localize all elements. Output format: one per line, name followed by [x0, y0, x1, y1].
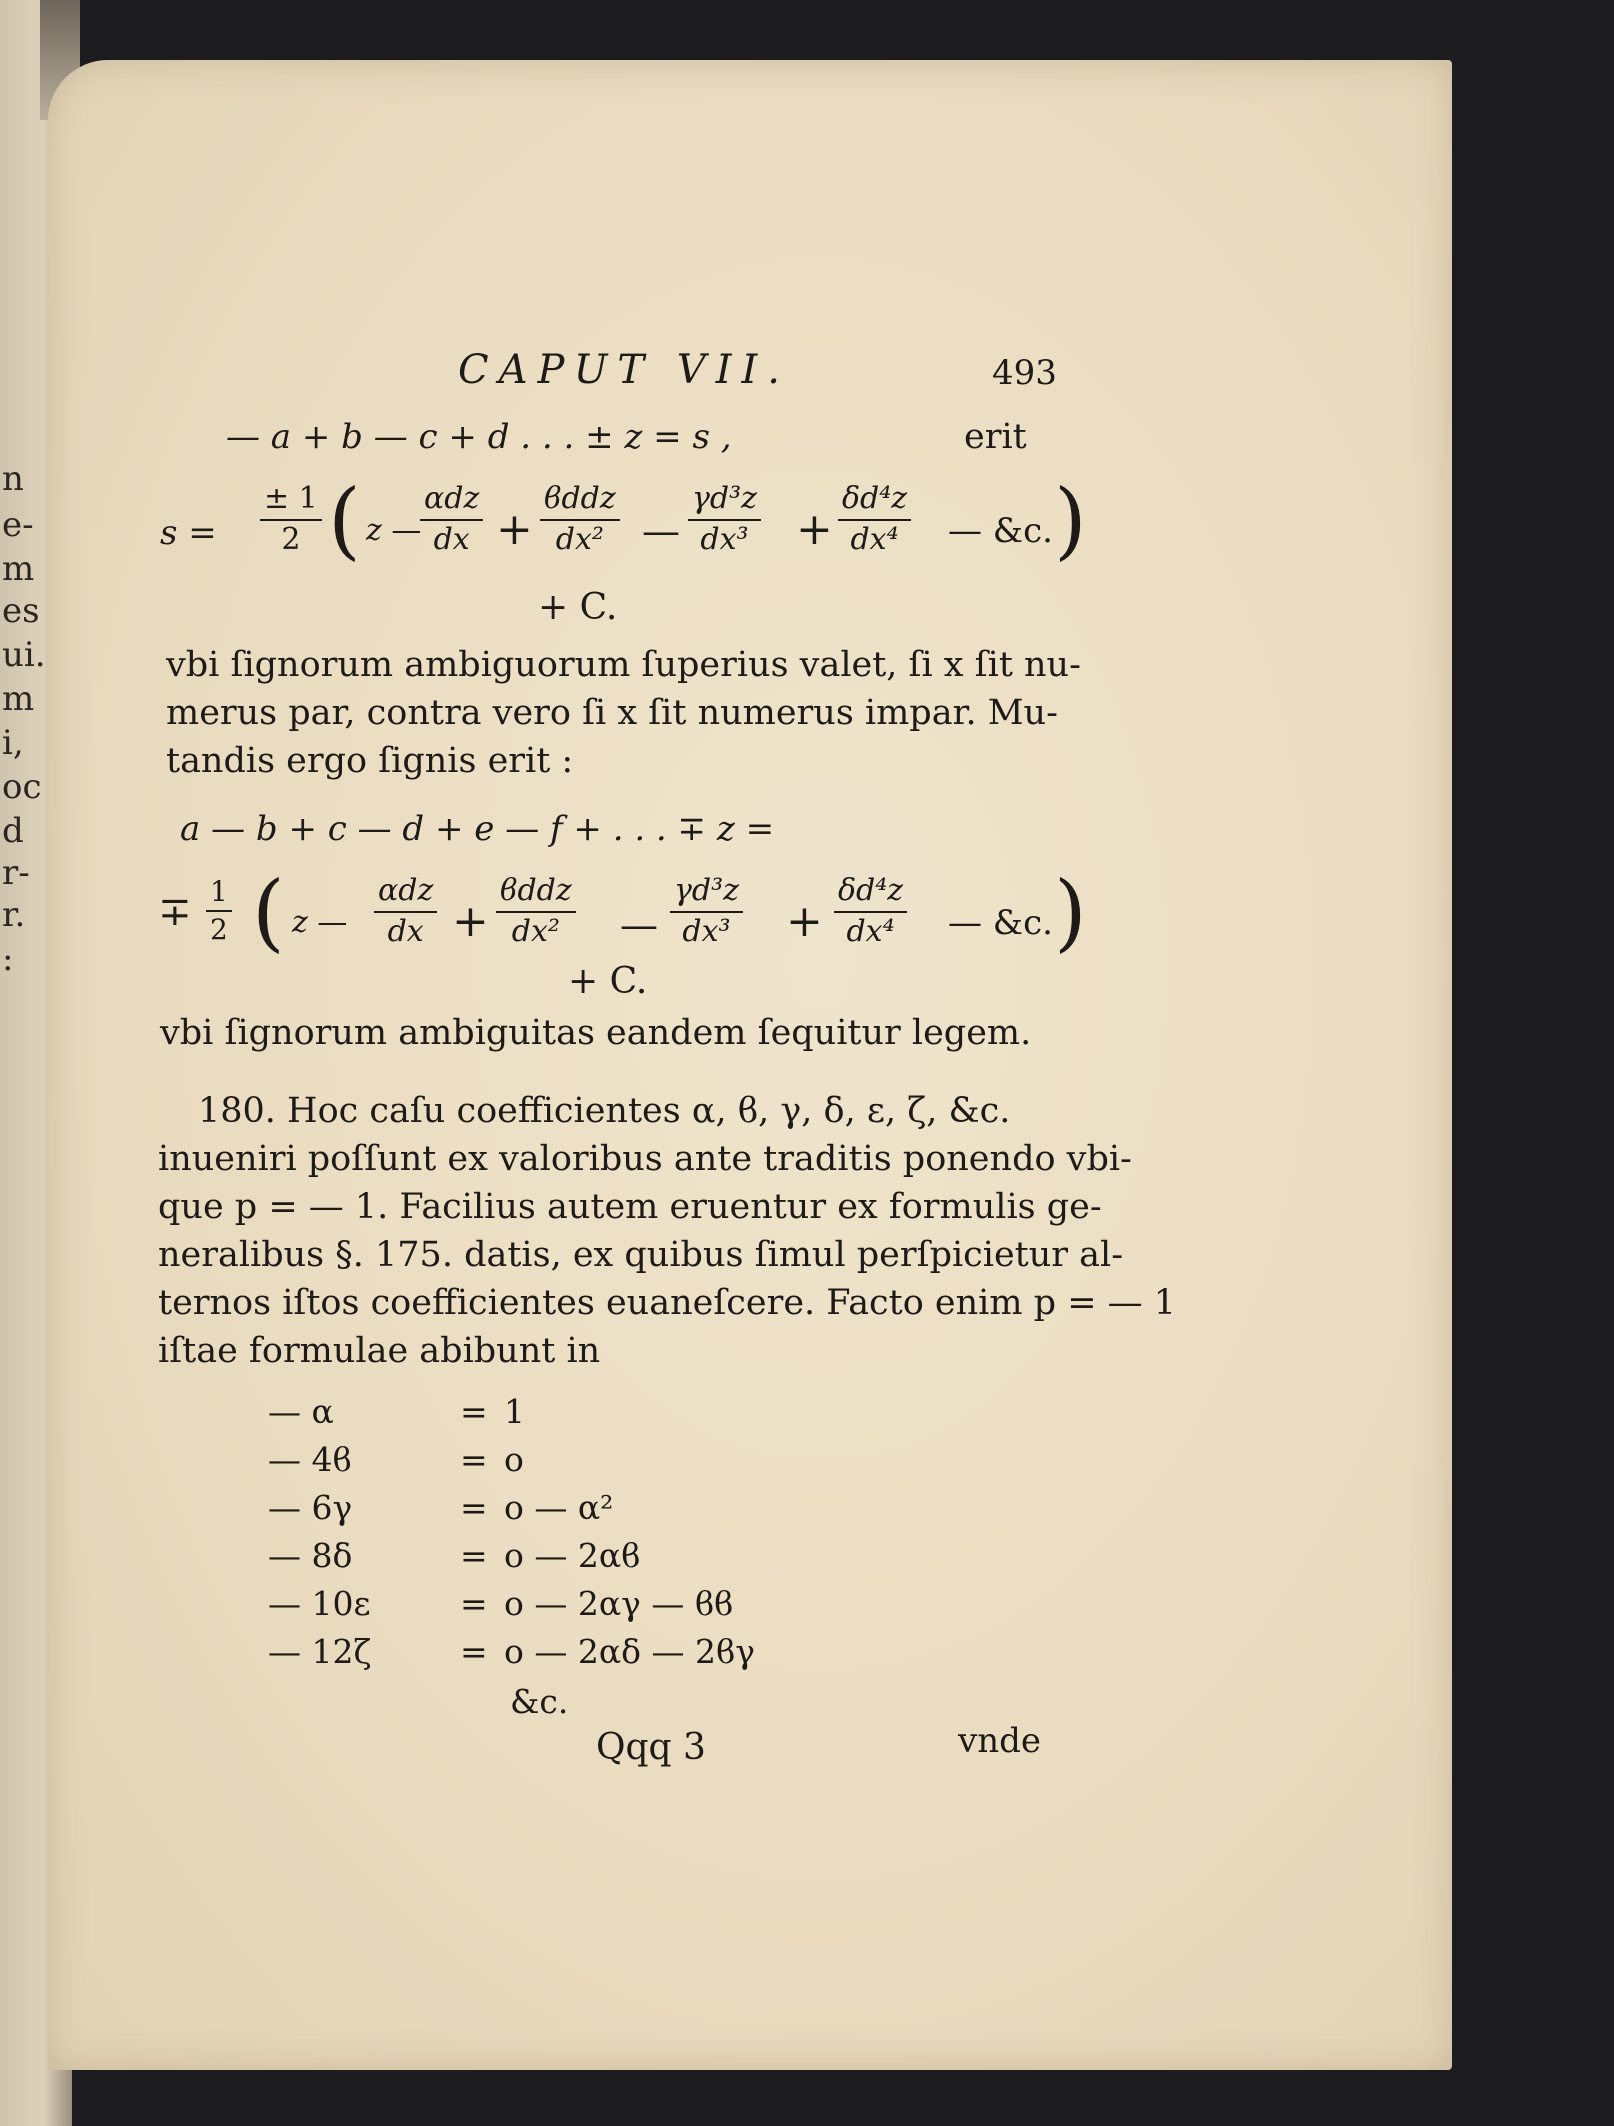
fraction-gamma: $\frac{\text{γd³z}}{\text{dx³}}$ [688, 482, 761, 557]
etc-term: — &c. [948, 903, 1053, 943]
fraction-alpha: αdz dx [374, 874, 437, 949]
page-number: 493 [992, 353, 1057, 393]
table-row-rhs: o — 2αγ — ϐϐ [504, 1584, 734, 1623]
table-row-eq: = [460, 1392, 488, 1431]
fraction-delta: $\frac{\text{δd⁴z}}{\text{dx⁴}}$ [834, 874, 907, 949]
table-row-eq: = [460, 1632, 488, 1671]
table-row-lhs: — 12ζ [268, 1632, 372, 1671]
margin-fragment: r. [2, 895, 26, 935]
paragraph-line: merus par, contra vero ſi x ſit numerus impar. Mu- [166, 693, 1058, 733]
running-head: CAPUT VII. [458, 347, 791, 393]
series-line-1: — a + b — c + d . . . ± z = s , [226, 417, 732, 457]
paragraph-line: vbi ſignorum ambiguitas eandem ſequitur legem. [160, 1013, 1032, 1053]
margin-fragment: : [2, 939, 14, 979]
fraction-gamma: $\frac{\text{γd³z}}{\text{dx³}}$ [670, 874, 743, 949]
operator: — [642, 509, 680, 553]
operator: + [786, 896, 823, 947]
series-line-1-tail: erit [964, 417, 1027, 457]
fraction-beta: ϐddz dx² [540, 482, 620, 557]
series-line-2: a — b + c — d + e — f + . . . ∓ z = [180, 809, 775, 849]
margin-fragment: e- [2, 505, 34, 545]
close-paren: ) [1054, 471, 1087, 569]
paragraph-line: iſtae formulae abibunt in [158, 1331, 601, 1371]
coefficient-fraction: $\frac{\pm 1}{2}$ [260, 482, 322, 557]
operator: — [620, 903, 658, 947]
margin-fragment: d [2, 811, 24, 851]
integration-constant: + C. [568, 961, 648, 1002]
table-row-eq: = [460, 1440, 488, 1479]
paragraph-line: ternos iſtos coefficientes euaneſcere. Facto enim p = — 1 [158, 1283, 1177, 1323]
operator: + [452, 896, 489, 947]
paragraph-line: que p = — 1. Facilius autem eruentur ex formulis ge- [158, 1187, 1102, 1227]
margin-fragment: m [2, 549, 35, 589]
margin-fragment: i, [2, 723, 24, 763]
book-page [48, 60, 1452, 2070]
margin-fragment: es [2, 591, 40, 631]
table-row-lhs: — 10ε [268, 1584, 371, 1623]
paragraph-line: vbi ſignorum ambiguorum ſuperius valet, ſi x ſit nu- [166, 645, 1081, 685]
table-row-rhs: 1 [504, 1392, 525, 1431]
coefficient-fraction: $\frac{1}{2}$ [206, 876, 232, 946]
fraction-delta: $\frac{\text{δd⁴z}}{\text{dx⁴}}$ [838, 482, 911, 557]
table-row-eq: = [460, 1584, 488, 1623]
margin-fragment: oc [2, 767, 42, 807]
fraction-beta: ϐddz dx² [496, 874, 576, 949]
term-z: z — [366, 513, 422, 548]
margin-fragment: r- [2, 853, 30, 893]
integration-constant: + C. [538, 587, 618, 628]
close-paren: ) [1054, 863, 1087, 961]
sign-minus-plus: ∓ [158, 889, 192, 935]
table-row-lhs: — 4ϐ [268, 1440, 352, 1479]
operator: + [796, 504, 833, 555]
section-180-line: 180. Hoc caſu coefficientes α, ϐ, γ, δ, ε, ζ, &c. [198, 1091, 1011, 1131]
table-row-lhs: — 6γ [268, 1488, 353, 1527]
table-row-eq: = [460, 1488, 488, 1527]
paragraph-line: inueniri poſſunt ex valoribus ante traditis ponendo vbi- [158, 1139, 1132, 1179]
equation-lhs: s = [160, 513, 217, 553]
paragraph-line: tandis ergo ſignis erit : [166, 741, 574, 781]
table-row-rhs: o — 2αδ — 2ϐγ [504, 1632, 755, 1671]
table-row-lhs: — α [268, 1392, 334, 1431]
margin-fragment: ui. [2, 635, 46, 675]
margin-fragment: n [2, 459, 24, 499]
table-row-eq: = [460, 1536, 488, 1575]
table-etc: &c. [510, 1682, 569, 1721]
table-row-rhs: o — 2αϐ [504, 1536, 641, 1575]
table-row-rhs: o — α² [504, 1488, 614, 1527]
etc-term: — &c. [948, 511, 1053, 551]
margin-fragment: m [2, 679, 35, 719]
signature-mark: Qqq 3 [596, 1727, 706, 1768]
operator: + [496, 504, 533, 555]
catchword: vnde [958, 1721, 1041, 1761]
open-paren: ( [252, 863, 285, 961]
fraction-alpha: αdz dx [420, 482, 483, 557]
open-paren: ( [328, 471, 361, 569]
paragraph-line: neralibus §. 175. datis, ex quibus ſimul perſpicietur al- [158, 1235, 1124, 1275]
table-row-lhs: — 8δ [268, 1536, 353, 1575]
term-z: z — [292, 905, 348, 940]
table-row-rhs: o [504, 1440, 524, 1479]
